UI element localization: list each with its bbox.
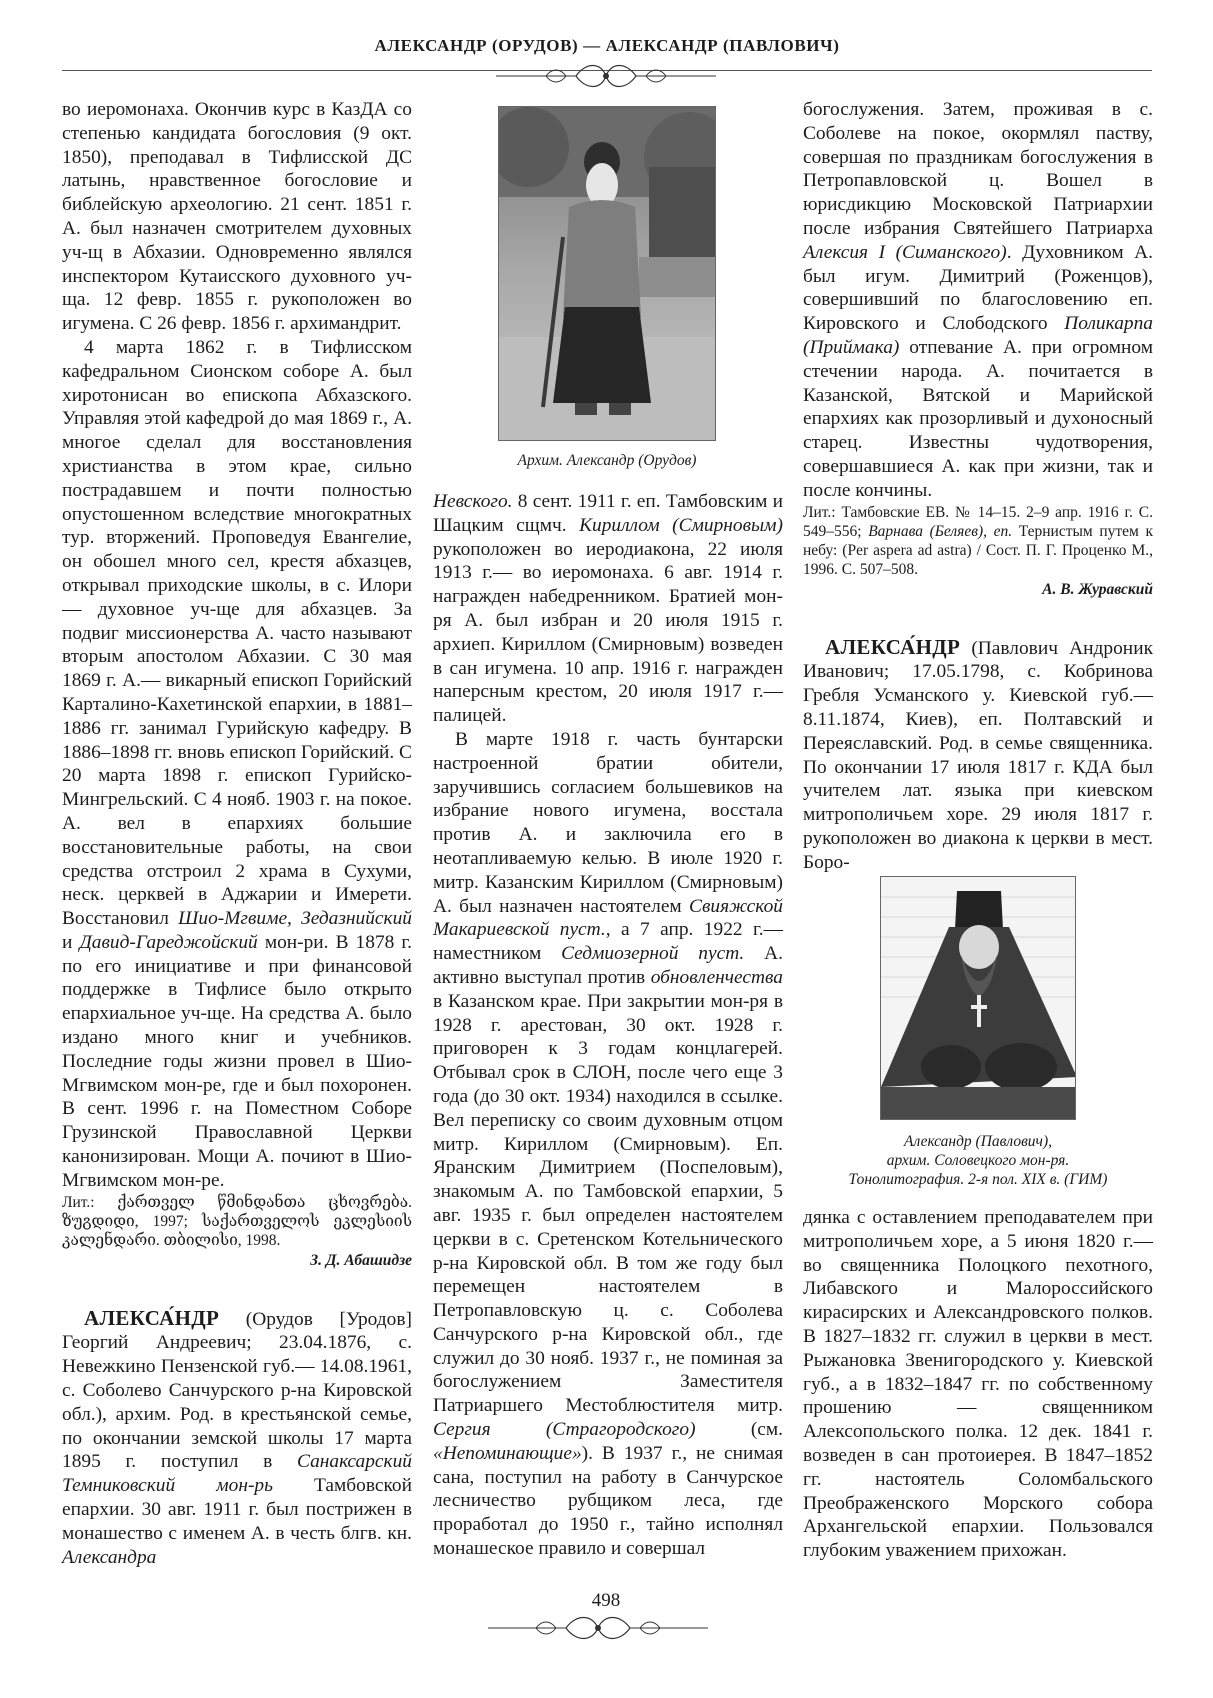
running-head: АЛЕКСАНДР (ОРУДОВ) — АЛЕКСАНДР (ПАВЛОВИЧ) [374, 36, 840, 55]
photo-archimandrite-alexander-orudov [498, 106, 716, 441]
portrait-bishop-alexander-pavlovich [880, 876, 1076, 1120]
paragraph [62, 336, 412, 1193]
italic-term: Свияжской Макариевской пуст. [433, 895, 783, 941]
headword: АЛЕКСА́НДР [825, 634, 961, 659]
headword: АЛЕКСА́НДР [84, 1305, 220, 1330]
author-signature: А. В. Журавский [1042, 580, 1153, 598]
italic-term: Алексия I (Симанского) [803, 241, 1007, 263]
bishop-portrait-icon [881, 877, 1076, 1120]
literature [803, 503, 1153, 579]
column-1 [62, 98, 412, 1569]
text: (Орудов [Уродов] Георгий Андреевич; 23.04.1876, с. Невежкино Пензенской губ.— 14.08.1961, с. Соболево Санчурского р-на Кировской обл.), архим. Род. в крестьянской семье, по окончании земской школы 17 марта 1895 г. поступил в [62, 1308, 412, 1473]
text: Тамбовской епархии. 30 авг. 1911 г. был пострижен в монашество с именем А. в честь блгв. кн. [62, 1475, 412, 1544]
text: Тернистым путем к небу: (Per aspera ad astra) / Сост. П. Г. Проценко М., 1996. С. 507–508. [803, 522, 1154, 578]
column-2 [433, 490, 783, 1561]
monk-photo-icon [499, 107, 716, 441]
paragraph [433, 728, 783, 1561]
italic-term: Поликарпа (Приймака) [803, 313, 1153, 358]
italic-term: Невского. [433, 491, 513, 512]
photo-caption: Архим. Александр (Орудов) [517, 452, 697, 469]
page-number: 498 [591, 1590, 621, 1611]
text: 8 сент. 1911 г. еп. Тамбовским и Шацким сщмч. [433, 491, 783, 536]
italic-term: Александра [62, 1546, 157, 1568]
italic-term: Сергия (Страгородского) [433, 1419, 696, 1441]
text: в Казанском крае. При закрытии мон-ря в 1928 г. арестован, 30 окт. 1928 г. приговорен к 3 годам концлагерей. Отбывал срок в СЛОН, после чего еще 3 года (до 30 окт. 1934) находился в ссылке. Вел переписку со своим духовным отцом митр. Кириллом (Смирновым). Еп. Яранским Димитрием (Поспеловым), знакомым А. по Тамбовской епархии, 5 авг. 1935 г. был определен настоятелем церкви в с. Сретенском Котельнического р-на Кировской обл. В том же году был перемещен настоятелем в Петропавловскую ц. с. Соболева Санчурского р-на Кировской обл., где служил до 30 нояб. 1937 г., не поминая за богослужением Заместителя Патриаршего Местоблюстителя митр. [433, 990, 783, 1417]
italic-term: Шио-Мгвиме, Зедазнийский [178, 908, 412, 930]
italic-term: обновленчества [650, 966, 783, 988]
caption-line: архим. Соловецкого мон-ря. [886, 1152, 1070, 1169]
header-ornament [486, 58, 726, 94]
paragraph [433, 490, 783, 728]
italic-term: Седмиозерной пуст. [561, 943, 745, 965]
text: мон-ри. В 1878 г. по его инициативе и при финансовой поддержке в Тифлисе было открыто епархиальное уч-ще. На средства А. было издано много книг и учебников. Последние годы жизни провел в Шио-Мгвимском мон-ре, где и был похоронен. В сент. 1996 г. на Поместном Соборе Грузинской Православной Церкви канонизирован. Мощи А. почиют в Шио-Мгвимском мон-ре. [62, 931, 413, 1191]
text: , а 7 апр. 1922 г.— наместником [433, 919, 783, 965]
italic-term: «Непоминающие» [433, 1442, 582, 1464]
text: Лит.: Тамбовские ЕВ. № 14–15. 2–9 апр. 1916 г. С. 549–556; [803, 503, 1153, 540]
text: (см. [750, 1419, 783, 1441]
paragraph [803, 98, 1153, 503]
text: богослужения. Затем, проживая в с. Соболеве на покое, окормлял паству, совершая по праздникам богослужения в Петропавловской ц. Вошел в юрисдикцию Московской Патриархии после избрания Святейшего Патриарха [803, 99, 1153, 239]
entry-alexander-orudov [62, 1307, 412, 1570]
footer-ornament [478, 1606, 718, 1642]
caption-line: Александр (Павлович), [904, 1133, 1052, 1150]
paragraph: во иеромонаха. Окончив курс в КазДА со степенью кандидата богословия (9 окт. 1850), преподавал в Тифлисской ДС латынь, нравственное богословие и библейскую археологию. 21 сент. 1851 г. А. был назначен смотрителем духовных уч-щ в Абхазии. Одновременно являлся инспектором Кутаисского духовного уч-ща. 12 февр. 1855 г. рукоположен во игумена. С 26 февр. 1856 г. архимандрит. [62, 99, 412, 335]
portrait-caption [820, 1132, 1136, 1189]
text: А. активно выступал против [433, 943, 783, 988]
italic-term: Давид-Гареджойский [79, 931, 258, 953]
literature: Лит.: ქართველ წმინდანთა ცხოვრება. ზუგდიდი, 1997; საქართველოს ეკლესიის კალენდარი. თბილისი, 1998. [62, 1193, 412, 1249]
entry-alexander-pavlovich [803, 636, 1153, 875]
text: и [62, 931, 73, 953]
text: В марте 1918 г. часть бунтарски настроенной братии обители, заручившись согласием большевиков на избрание нового игумена, восстала против А. и заключила его в неотапливаемую келью. В июле 1920 г. митр. Казанским Кириллом (Смирновым) А. был назначен настоятелем [433, 728, 783, 917]
italic-term: Варнава (Беляев), еп. [868, 522, 1013, 540]
text: рукоположен во иеродиакона, 22 июля 1913 г.— во иеромонаха. 6 авг. 1914 г. награжден набедренником. Братией мон-ря А. был избран и 20 июля 1915 г. архиеп. Кириллом (Смирновым) возведен в сан игумена. 10 апр. 1916 г. награжден наперсным крестом, 20 июля 1917 г.— палицей. [433, 538, 783, 727]
text: ). В 1937 г., не снимая сана, поступил на работу в Санчурское лесничество рубщиком леса, где проработал до 1950 г., тайно исполнял монашеское правило и совершал [433, 1442, 783, 1560]
column-3 [803, 98, 1153, 875]
caption-line: Тонолитография. 2-я пол. XIX в. (ГИМ) [848, 1171, 1108, 1188]
italic-term: Кириллом (Смирновым) [579, 514, 783, 536]
column-3-continued [803, 1206, 1153, 1563]
text: 4 марта 1862 г. в Тифлисском кафедральном Сионском соборе А. был хиротонисан во епископа Абхазского. Управляя этой кафедрой до мая 1869 г., А. многое сделал для восстановления христианства в этом крае, сильно пострадавшем и почти полностью опустошенном вследствие многократных тур. вторжений. Проповедуя Евангелие, он обошел много сел, крестя абхазцев, открывал приходские школы, в с. Илори — духовное уч-ще для абхазцев. За подвиг миссионерства А. часто называют вторым апостолом Абхазии. С 30 мая 1869 г. А.— викарный епископ Горийский Карталино-Кахетинской епархии, в 1881–1886 гг. занимал Гурийскую кафедру. В 1886–1898 гг. вновь епископ Горийский. С 20 марта 1898 г. епископ Гурийско-Мингрельский. С 4 нояб. 1903 г. на покое. А. вел в епархиях большие восстановительные работы, на свои средства отстроил 2 храма в Сухуми, неск. церквей в Аджарии и Имерети. Восстановил [62, 336, 412, 930]
text: . Духовником А. был игум. Димитрий (Роженцов), совершивший по благословению еп. Кировского и Слободского [803, 241, 1153, 335]
text: (Павлович Андроник Иванович; 17.05.1798, с. Кобринова Гребля Усманского у. Киевской губ.— 8.11.1874, Киев), еп. Полтавский и Переяславский. Род. в семье священника. По окончании 17 июля 1817 г. КДА был учителем лат. языка при киевском митрополичьем хоре. 29 июля 1817 г. рукоположен во диакона к церкви в мест. Боро- [803, 637, 1153, 873]
paragraph: дянка с оставлением преподавателем при митрополичьем хоре, а 5 июня 1820 г.— во священника Полоцкого пехотного, Либавского и Малороссийского кирасирских и Александровского полков. В 1827–1832 гг. служил в церкви в мест. Рыжановка Звенигородского у. Киевской губ., а в 1832–1847 гг. по собственному прошению — священником Алексопольского полка. 12 дек. 1841 г. возведен в сан протоиерея. В 1847–1852 гг. настоятель Соломбальского Преображенского Морского собора Архангельской епархии. Пользовался глубоким уважением прихожан. [803, 1207, 1153, 1562]
author-signature: З. Д. Абашидзе [310, 1251, 412, 1269]
text: отпевание А. при огромном стечении народа. А. почитается в Казанской, Вятской и Марийской епархиях как прозорливый и духоносный старец. Известны чудотворения, совершавшиеся А. как при жизни, так и после кончины. [803, 336, 1153, 501]
italic-term: Санаксарский Темниковский мон-рь [62, 1451, 412, 1497]
